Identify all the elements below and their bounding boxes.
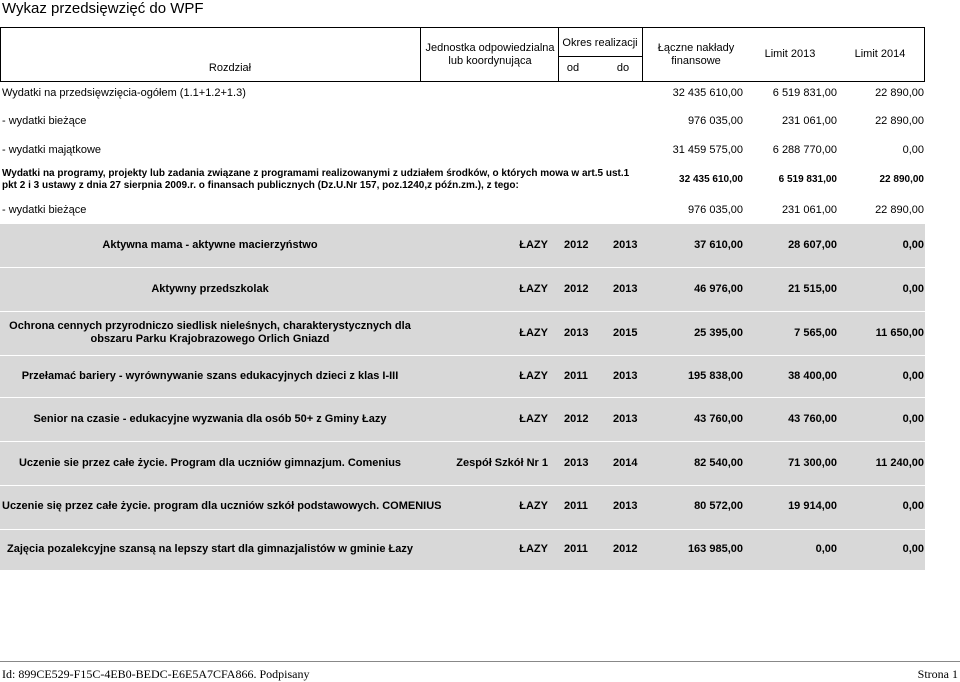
project-naklady: 37 610,00 — [694, 239, 743, 251]
project-limit-2013: 21 515,00 — [788, 283, 837, 295]
header-naklady: Łączne nakłady finansowe — [657, 42, 735, 67]
project-unit: ŁAZY — [519, 283, 548, 295]
project-od: 2012 — [564, 283, 589, 295]
page-title: Wykaz przedsięwzięć do WPF — [2, 0, 204, 17]
project-od: 2013 — [564, 457, 589, 469]
section-limit-2014: 22 890,00 — [879, 174, 924, 185]
header-limit-2014: Limit 2014 — [854, 48, 906, 60]
summary-capital-limit-2014: 0,00 — [902, 144, 924, 156]
footer-rule — [0, 661, 960, 662]
project-do: 2013 — [613, 370, 638, 382]
summary-current-limit-2014: 22 890,00 — [875, 115, 924, 127]
header-limit-2013: Limit 2013 — [764, 48, 816, 60]
project-limit-2014: 0,00 — [902, 413, 924, 425]
project-name: Zajęcia pozalekcyjne szansą na lepszy start dla gimnazjalistów w gminie Łazy — [7, 543, 413, 555]
project-naklady: 25 395,00 — [694, 327, 743, 339]
project-limit-2013: 71 300,00 — [788, 457, 837, 469]
project-name: Ochrona cennych przyrodniczo siedlisk nieleśnych, charakterystycznych dla obszaru Parku Krajobrazowego Orlich Gniazd — [9, 320, 411, 345]
header-left-border — [0, 27, 1, 82]
project-do: 2013 — [613, 239, 638, 251]
project-unit: ŁAZY — [519, 413, 548, 425]
project-od: 2012 — [564, 413, 589, 425]
header-od: od — [566, 62, 580, 74]
header-do: do — [616, 62, 630, 74]
project-unit: ŁAZY — [519, 543, 548, 555]
project-name: Aktywny przedszkolak — [151, 283, 269, 295]
section-current-naklady: 976 035,00 — [687, 204, 743, 216]
project-limit-2013: 43 760,00 — [788, 413, 837, 425]
summary-capital-naklady: 31 459 575,00 — [672, 144, 743, 156]
section-current-limit-2013: 231 061,00 — [781, 204, 837, 216]
section-current-label: - wydatki bieżące — [2, 204, 87, 216]
project-do: 2015 — [613, 327, 638, 339]
summary-total-naklady: 32 435 610,00 — [672, 87, 743, 99]
project-limit-2014: 11 240,00 — [875, 457, 924, 469]
project-name: Aktywna mama - aktywne macierzyństwo — [102, 239, 318, 251]
project-limit-2014: 0,00 — [902, 543, 924, 555]
project-limit-2014: 0,00 — [902, 370, 924, 382]
project-od: 2011 — [564, 370, 588, 382]
header-col-divider-3 — [642, 27, 643, 82]
project-naklady: 43 760,00 — [694, 413, 743, 425]
summary-total-limit-2014: 22 890,00 — [875, 87, 924, 99]
header-top-border — [0, 27, 925, 28]
project-limit-2013: 0,00 — [815, 543, 837, 555]
project-limit-2013: 7 565,00 — [794, 327, 837, 339]
project-od: 2013 — [564, 327, 589, 339]
footer-page-number: Strona 1 — [917, 667, 958, 681]
project-do: 2013 — [613, 413, 638, 425]
project-naklady: 46 976,00 — [694, 283, 743, 295]
project-limit-2014: 11 650,00 — [875, 327, 924, 339]
project-limit-2014: 0,00 — [902, 283, 924, 295]
project-unit: Zespół Szkół Nr 1 — [456, 457, 548, 469]
project-od: 2011 — [564, 543, 588, 555]
summary-current-label: - wydatki bieżące — [2, 115, 87, 127]
header-col-divider-1 — [420, 27, 421, 82]
project-limit-2013: 19 914,00 — [788, 500, 837, 512]
project-naklady: 163 985,00 — [687, 543, 743, 555]
project-naklady: 195 838,00 — [687, 370, 743, 382]
summary-total-limit-2013: 6 519 831,00 — [772, 87, 837, 99]
header-bottom-border — [0, 81, 925, 82]
project-unit: ŁAZY — [519, 239, 548, 251]
summary-current-limit-2013: 231 061,00 — [781, 115, 837, 127]
project-unit: ŁAZY — [519, 500, 548, 512]
project-limit-2013: 38 400,00 — [788, 370, 837, 382]
project-limit-2013: 28 607,00 — [788, 239, 837, 251]
project-unit: ŁAZY — [519, 327, 548, 339]
project-name: Senior na czasie - edukacyjne wyzwania dla osób 50+ z Gminy Łazy — [33, 413, 387, 425]
project-od: 2012 — [564, 239, 589, 251]
summary-current-naklady: 976 035,00 — [687, 115, 743, 127]
project-do: 2012 — [613, 543, 638, 555]
project-limit-2014: 0,00 — [902, 500, 924, 512]
header-jednostka: Jednostka odpowiedzialna lub koordynująca — [425, 42, 555, 67]
section-naklady: 32 435 610,00 — [679, 174, 743, 185]
project-od: 2011 — [564, 500, 588, 512]
project-naklady: 80 572,00 — [694, 500, 743, 512]
footer-document-id: Id: 899CE529-F15C-4EB0-BEDC-E6E5A7CFA866. Podpisany — [2, 667, 310, 681]
section-limit-2013: 6 519 831,00 — [778, 174, 837, 185]
summary-capital-label: - wydatki majątkowe — [2, 144, 102, 156]
project-naklady: 82 540,00 — [694, 457, 743, 469]
header-right-border — [924, 27, 925, 82]
summary-total-label: Wydatki na przedsięwzięcia-ogółem (1.1+1.2+1.3) — [2, 87, 246, 99]
project-limit-2014: 0,00 — [902, 239, 924, 251]
summary-capital-limit-2013: 6 288 770,00 — [772, 144, 837, 156]
project-do: 2014 — [613, 457, 638, 469]
header-okres-divider — [558, 56, 642, 57]
section-label: Wydatki na programy, projekty lub zadania związane z programami realizowanymi z udziałem środków, o których mowa w art.5 ust.1 pkt 2 i 3 ustawy z dnia 27 sierpnia 2009.r. o finansach publicznych (Dz.U.Nr 157, poz.1240,z późn.zm.), z tego: — [2, 168, 630, 191]
section-current-limit-2014: 22 890,00 — [875, 204, 924, 216]
project-name: Uczenie się przez całe życie. program dla uczniów szkół podstawowych. COMENIUS — [2, 500, 442, 512]
project-name: Uczenie sie przez całe życie. Program dla uczniów gimnazjum. Comenius — [18, 457, 402, 469]
project-unit: ŁAZY — [519, 370, 548, 382]
project-name: Przełamać bariery - wyrównywanie szans edukacyjnych dzieci z klas I-III — [21, 370, 399, 382]
header-okres: Okres realizacji — [562, 37, 638, 49]
project-do: 2013 — [613, 500, 638, 512]
project-do: 2013 — [613, 283, 638, 295]
header-rozdzial: Rozdział — [208, 62, 252, 74]
